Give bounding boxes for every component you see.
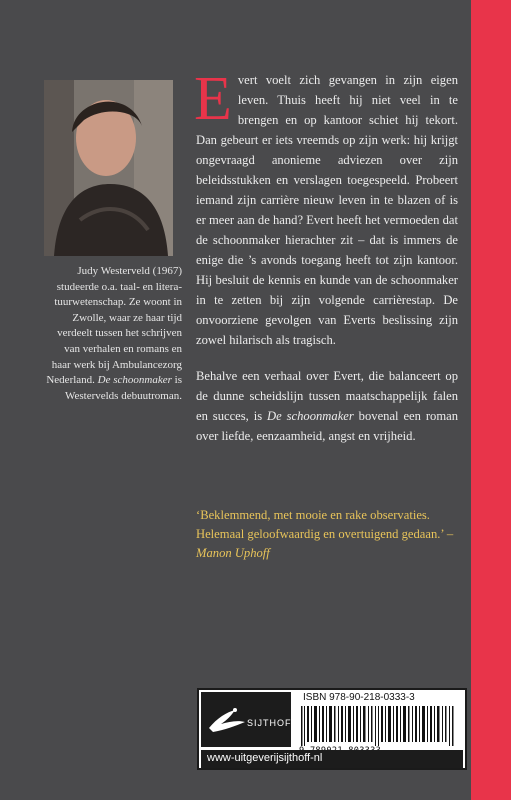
bio-line: van verhalen en romans en	[64, 342, 182, 355]
bio-line: Westervelds debuutroman.	[64, 389, 182, 402]
quote-text	[196, 506, 464, 563]
bio-text: Nederland.	[46, 374, 95, 387]
url-bar	[201, 750, 463, 768]
bio-line: tuurwetenschap. Ze woont in	[54, 296, 182, 309]
bio-line: Zwolle, waar ze haar tijd	[72, 311, 182, 324]
author-photo	[44, 80, 173, 256]
bio-line: haar werk bij Ambulancezorg	[51, 358, 182, 371]
bio-text: is	[171, 374, 182, 387]
bio-line: verdeelt tussen het schrijven	[57, 327, 182, 340]
bio-book-title: De schoonmaker	[97, 374, 172, 387]
dropcap: E	[194, 65, 232, 133]
quote-body: ‘Beklemmend, met mooie en rake observaties. Helemaal geloofwaardig en overtuigend gedaan.’ –	[196, 508, 454, 541]
blurb-paragraph-1	[194, 65, 458, 350]
isbn-text: ISBN 978-90-218-0333-3	[303, 692, 415, 703]
blurb	[194, 65, 459, 446]
publisher-url[interactable]: www-uitgeverijsijthoff-nl	[207, 752, 323, 764]
bio-line: Judy Westerveld (1967)	[77, 265, 182, 277]
barcode-icon	[299, 706, 459, 746]
quote-author: Manon Uphoff	[196, 546, 270, 560]
author-bio	[34, 264, 182, 404]
publisher-logo	[201, 692, 298, 747]
blurb-text: Behalve een verhaal over Evert, die balanceert op de dunne scheidslijn tussen maatschappelijk falen en succes, is	[196, 369, 458, 423]
bird-logo-icon	[205, 698, 249, 742]
spine-edge	[471, 0, 511, 800]
publisher-name: SIJTHOFF	[247, 718, 298, 728]
bio-line: studeerde o.a. taal- en litera-	[56, 280, 182, 293]
barcode-panel	[197, 688, 467, 770]
blurb-text: bovenal een roman over liefde, eenzaamheid, angst en vrijheid.	[196, 409, 459, 443]
blurb-text: vert voelt zich gevangen in zijn eigen leven. Thuis heeft hij niet veel in te brengen en op kantoor schiet hij tekort. Dan gebeurt er iets vreemds op zijn werk: hij krijgt ongevraagd anonieme adviezen over zijn beleidsstukken en verslagen toegespeeld. Probeert iemand zijn carrière nieuw leven in te blazen of is er meer aan de hand? Evert heeft het vermoeden dat de schoonmaker hierachter zit – dat is immers de enige die ’s avonds toegang heeft tot zijn kantoor. Hij besluit de kennis en kunde van de schoonmaker in te zetten bij zijn volgende carrièrestap. De onvoorziene gevolgen van Everts beslissing zijn zowel hilarisch als tragisch.	[196, 73, 458, 347]
review-quote	[196, 506, 464, 563]
blurb-book-title: De schoonmaker	[267, 409, 354, 423]
blurb-paragraph-2	[196, 366, 458, 446]
bio-line	[34, 373, 182, 389]
